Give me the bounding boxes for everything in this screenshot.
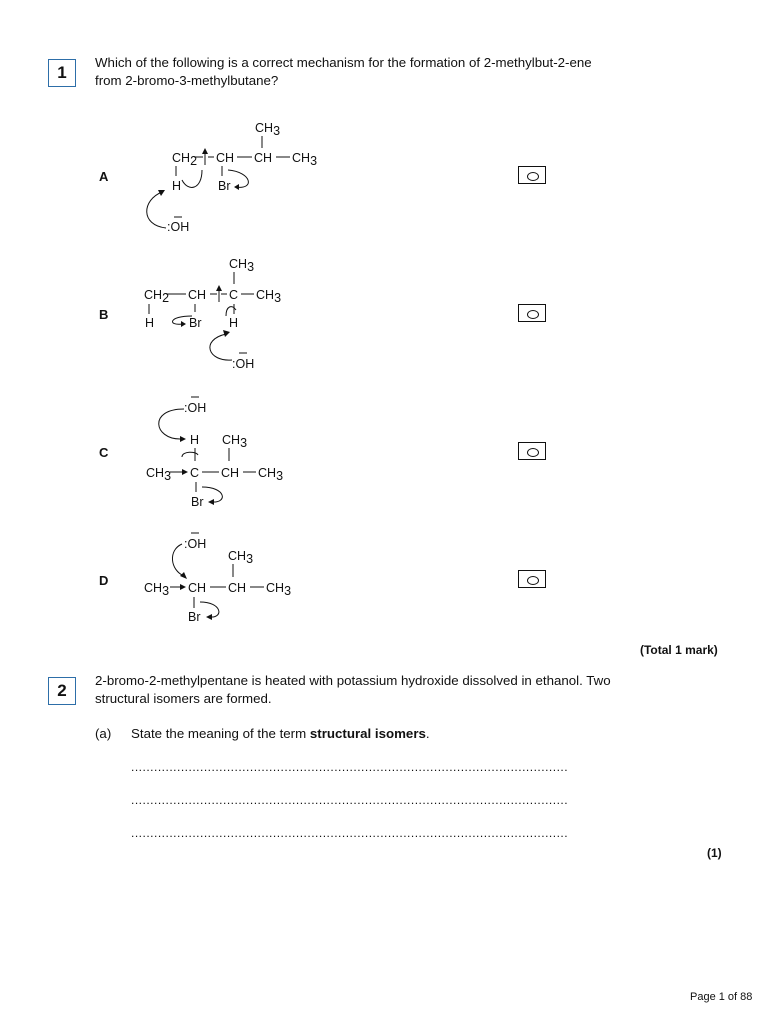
question-1-text-line1: Which of the following is a correct mechanism for the formation of 2-methylbut-2-ene	[95, 55, 592, 70]
question-2-text-line1: 2-bromo-2-methylpentane is heated with potassium hydroxide dissolved in ethanol. Two	[95, 673, 611, 688]
b-br: Br	[189, 316, 202, 330]
a-ch3-right: CH3	[292, 151, 318, 168]
question-2-text-line2: structural isomers are formed.	[95, 691, 272, 706]
c-c: C	[190, 466, 200, 480]
c-h: H	[190, 433, 200, 447]
c-ch3-top: CH3	[222, 433, 248, 450]
option-b-letter: B	[99, 307, 109, 322]
structure-a	[130, 110, 350, 240]
answer-line-3[interactable]: ..................................................................................................................	[131, 826, 569, 840]
part-a-term: structural isomers	[309, 726, 426, 741]
option-d-answer-box[interactable]	[518, 570, 546, 588]
a-ch2: CH2	[172, 151, 198, 168]
option-c-letter: C	[99, 445, 109, 460]
a-br: Br	[218, 179, 231, 193]
b-ch3-top: CH3	[229, 257, 255, 274]
d-br: Br	[188, 610, 201, 624]
structure-d	[140, 530, 360, 640]
a-ch-2: CH	[254, 151, 273, 165]
question-1-total-marks: (Total 1 mark)	[640, 643, 718, 657]
part-a-question	[131, 725, 430, 743]
a-h: H	[172, 179, 182, 193]
d-ch3-right: CH3	[266, 581, 292, 598]
part-a-label: (a)	[95, 726, 112, 741]
a-ch-1: CH	[216, 151, 235, 165]
page-number: Page 1 of 88	[690, 991, 753, 1003]
c-oh: :OH	[184, 401, 207, 415]
a-oh: :OH	[167, 220, 190, 234]
answer-line-1[interactable]: ..................................................................................................................	[131, 760, 569, 774]
c-ch3-right: CH3	[258, 466, 284, 483]
d-oh: :OH	[184, 537, 207, 551]
part-a-suffix: .	[425, 726, 430, 741]
c-br: Br	[191, 495, 204, 509]
c-ch: CH	[221, 466, 240, 480]
part-a-prefix: State the meaning of the term	[131, 726, 310, 741]
b-h-left: H	[145, 316, 155, 330]
structure-c	[140, 395, 360, 525]
d-ch-1: CH	[188, 581, 207, 595]
b-h-right: H	[229, 316, 239, 330]
c-ch3-left: CH3	[146, 466, 172, 483]
structure-b	[140, 250, 360, 380]
b-ch2: CH2	[144, 288, 170, 305]
part-a-marks: (1)	[707, 846, 722, 860]
b-ch: CH	[188, 288, 207, 302]
d-ch-2: CH	[228, 581, 247, 595]
question-number-1: 1	[48, 59, 76, 87]
question-1-text-line2: from 2-bromo-3-methylbutane?	[95, 73, 279, 88]
option-a-answer-box[interactable]	[518, 166, 546, 184]
d-ch3-left: CH3	[144, 581, 170, 598]
option-d-letter: D	[99, 573, 109, 588]
b-oh: :OH	[232, 357, 255, 371]
option-c-answer-box[interactable]	[518, 442, 546, 460]
d-ch3-top: CH3	[228, 549, 254, 566]
option-b-answer-box[interactable]	[518, 304, 546, 322]
answer-line-2[interactable]: ..................................................................................................................	[131, 793, 569, 807]
b-c: C	[229, 288, 239, 302]
a-ch3-top: CH3	[255, 121, 281, 138]
question-number-2: 2	[48, 677, 76, 705]
option-a-letter: A	[99, 169, 109, 184]
b-ch3-right: CH3	[256, 288, 282, 305]
